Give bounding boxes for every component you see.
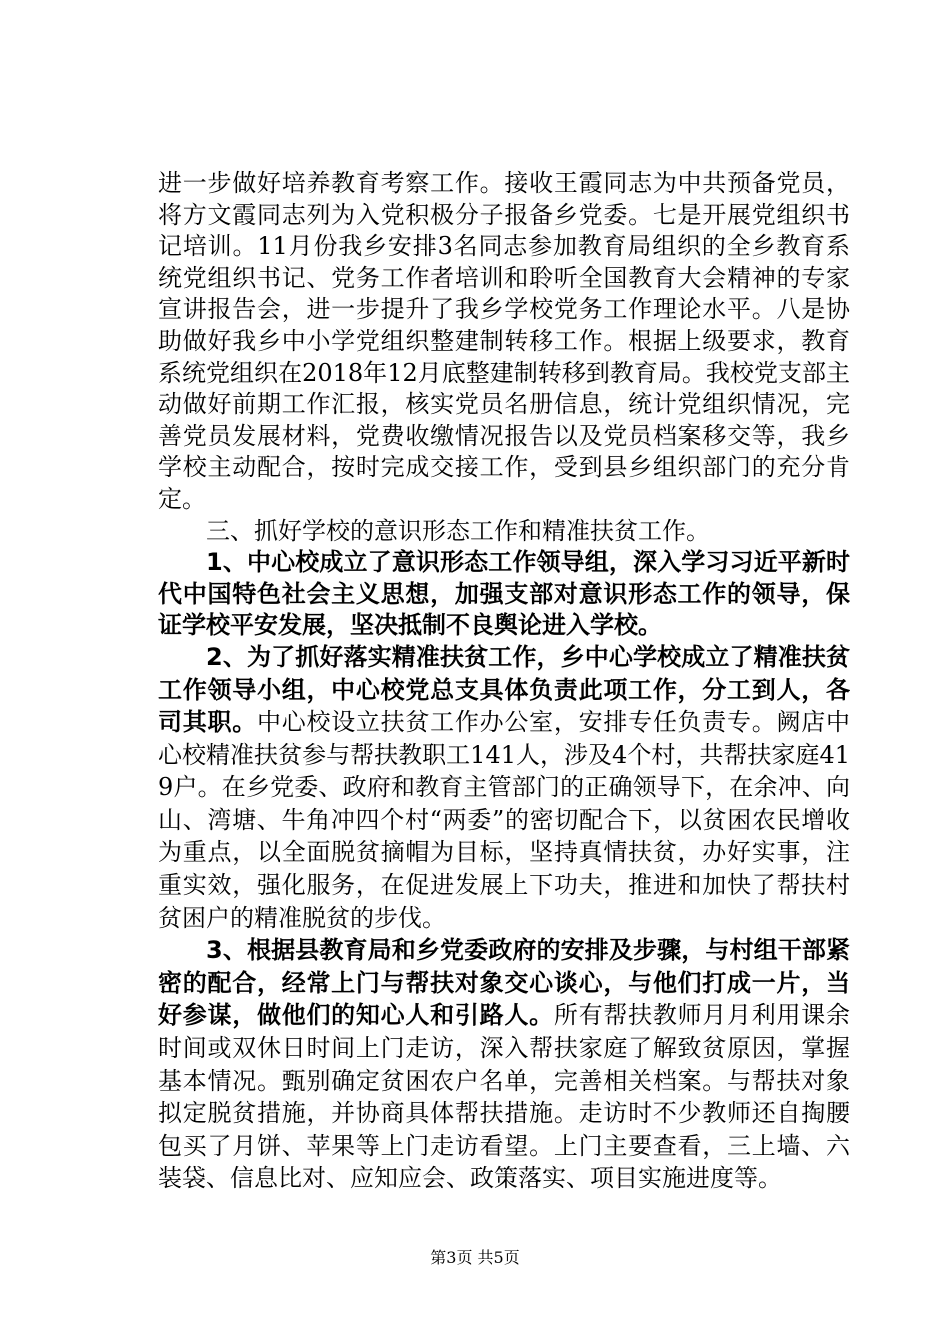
paragraph-body-text: 中心校设立扶贫工作办公室，安排专任负责专。阙店中心校精准扶贫参与帮扶教职工141人，涉及4个村，共帮扶家庭419户。在乡党委、政府和教育主管部门的正确领导下，在余冲、向山、湾塘、牛角冲四个村“两委”的密切配合下，以贫困农民增收为重点，以全面脱贫摘帽为目标，坚持真情扶贫，办好实事，注重实效，强化服务，在促进发展上下功夫，推进和加快了帮扶村贫困户的精准脱贫的步伐。 [158, 708, 851, 932]
paragraph-ideology-leadership-group: 1、中心校成立了意识形态工作领导组，深入学习习近平新时代中国特色社会主义思想，加强支部对意识形态工作的领导，保证学校平安发展，坚决抵制不良舆论进入学校。 [158, 548, 850, 640]
document-body [158, 168, 850, 1196]
page-number-footer: 第3页 共5页 [430, 1248, 520, 1267]
paragraph-poverty-alleviation-group [158, 642, 850, 935]
section-heading-ideology-poverty: 三、抓好学校的意识形态工作和精准扶贫工作。 [206, 516, 710, 545]
paragraph-party-work-continued: 进一步做好培养教育考察工作。接收王霞同志为中共预备党员，将方文霞同志列为入党积极分子报备乡党委。七是开展党组织书记培训。11月份我乡安排3名同志参加教育局组织的全乡教育系统党组织书记、党务工作者培训和聆听全国教育大会精神的专家宣讲报告会，进一步提升了我乡学校党务工作理论水平。八是协助做好我乡中小学党组织整建制转移工作。根据上级要求，教育系统党组织在2018年12月底整建制转移到教育局。我校党支部主动做好前期工作汇报，核实党员名册信息，统计党组织情况，完善党员发展材料，党费收缴情况报告以及党员档案移交等，我乡学校主动配合，按时完成交接工作，受到县乡组织部门的充分肯定。 [158, 169, 850, 513]
paragraph-lead-sentence: 3、根据县教育局和乡党委政府的安排及步骤，与村组干部紧密的配合，经常上门与帮扶对象交心谈心，与他们打成一片，当好参谋，做他们的知心人和引路人。 [158, 936, 850, 1030]
paragraph-lead-sentence: 2、为了抓好落实精准扶贫工作，乡中心学校成立了精准扶贫工作领导小组，中心校党总支具体负责此项工作，分工到人，各司其职。 [158, 642, 850, 737]
paragraph-body-text: 所有帮扶教师月月利用课余时间或双休日时间上门走访，深入帮扶家庭了解致贫原因，掌握基本情况。甄别确定贫困农户名单，完善相关档案。与帮扶对象拟定脱贫措施，并协商具体帮扶措施。走访时不少教师还自掏腰包买了月饼、苹果等上门走访看望。上门主要查看，三上墙、六装袋、信息比对、应知应会、政策落实、项目实施进度等。 [158, 1001, 851, 1193]
paragraph-home-visits [158, 935, 850, 1196]
